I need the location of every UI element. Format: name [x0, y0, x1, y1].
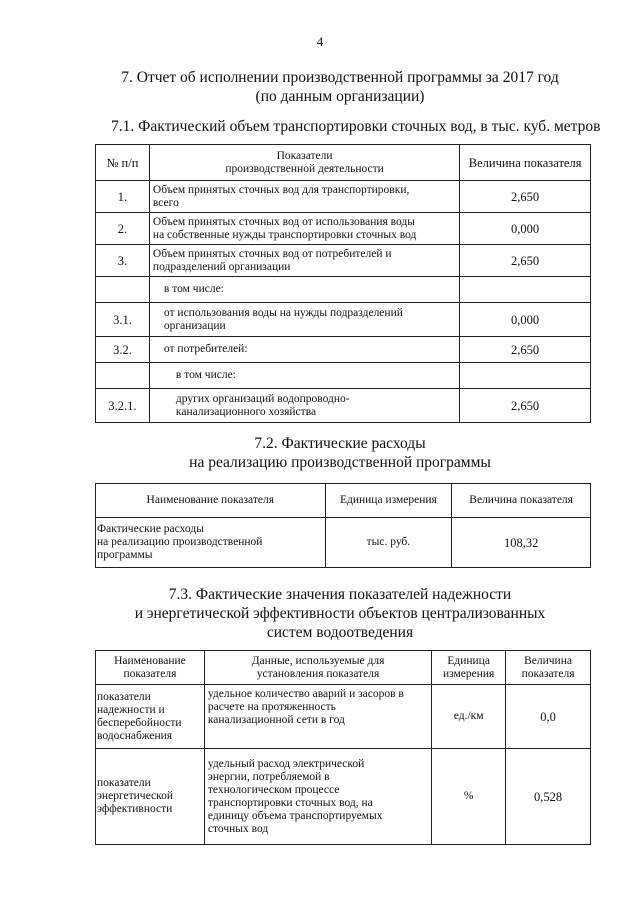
- row-indicator-line1: Объем принятых сточных вод от потребителей и: [152, 247, 392, 260]
- row-name: [96, 749, 205, 845]
- row-num: 3.1.: [96, 303, 150, 337]
- row-value: 2,650: [460, 389, 591, 423]
- row-data: [204, 749, 431, 845]
- table-row: [96, 277, 591, 303]
- expenses-table: [95, 483, 591, 568]
- header-num: № п/п: [96, 145, 150, 181]
- reliability-table: [95, 650, 591, 845]
- row-num: 3.: [96, 245, 150, 277]
- row-value: [460, 277, 591, 303]
- row-unit: ед./км: [432, 685, 506, 749]
- row-name: [96, 685, 205, 749]
- table-row: [96, 303, 591, 337]
- row-unit: %: [432, 749, 506, 845]
- row-num: 2.: [96, 213, 150, 245]
- table-header-row: [96, 484, 591, 518]
- header-value-line1: Величина: [524, 654, 572, 667]
- row-indicator: [149, 303, 459, 337]
- header-unit-line1: Единица: [447, 654, 490, 667]
- row-name-line2: на реализацию производственной: [97, 536, 263, 548]
- row-name-line: водоснабжения: [97, 729, 173, 742]
- transport-volume-table: [95, 144, 591, 423]
- header-data-line1: Данные, используемые для: [251, 654, 385, 667]
- header-data: [204, 651, 431, 685]
- row-data: [204, 685, 431, 749]
- section-73-title-line1: 7.3. Фактические значения показателей надежности: [168, 586, 512, 603]
- table-row: [96, 749, 591, 845]
- row-unit: тыс. руб.: [325, 518, 452, 568]
- row-value: 2,650: [460, 337, 591, 363]
- header-value: Величина показателя: [452, 484, 591, 518]
- table-header-row: [96, 651, 591, 685]
- row-num: [96, 363, 150, 389]
- row-value: 108,32: [452, 518, 591, 568]
- table-row: [96, 518, 591, 568]
- row-data-line: удельное количество аварий и засоров в: [207, 688, 404, 700]
- row-data-line: расчете на протяженность: [207, 701, 336, 713]
- row-indicator: в том числе:: [149, 277, 459, 303]
- table-row: [96, 363, 591, 389]
- row-value: 0,0: [506, 685, 591, 749]
- table-row: [96, 213, 591, 245]
- row-num: 3.2.1.: [96, 389, 150, 423]
- row-name-line3: программы: [97, 549, 153, 561]
- row-num: 3.2.: [96, 337, 150, 363]
- row-data-line: энергии, потребляемой в: [207, 770, 330, 783]
- row-indicator-line1: Объем принятых сточных вод для транспортировки,: [152, 183, 410, 196]
- table-row: [96, 685, 591, 749]
- header-name: [96, 651, 205, 685]
- row-indicator-line2: всего: [152, 196, 179, 209]
- row-indicator: [149, 389, 459, 423]
- row-name-line: показатели: [97, 777, 151, 789]
- section-72-title-line1: 7.2. Фактические расходы: [254, 435, 426, 452]
- row-indicator: [149, 245, 459, 277]
- section-71-title: 7.1. Фактический объем транспортировки сточных вод, в тыс. куб. метров: [111, 118, 601, 135]
- row-indicator: [149, 213, 459, 245]
- table-row: [96, 337, 591, 363]
- header-value: Величина показателя: [460, 145, 591, 181]
- table-row: [96, 245, 591, 277]
- row-indicator-line2: канализационного хозяйства: [175, 405, 317, 418]
- section-7-title-line1: 7. Отчет об исполнении производственной программы за 2017 год: [121, 69, 559, 86]
- row-indicator-line1: других организаций водопроводно-: [175, 392, 350, 405]
- row-name-line1: Фактические расходы: [97, 523, 204, 535]
- row-name-line: энергетической: [97, 790, 173, 802]
- section-72-title: [40, 434, 640, 472]
- header-data-line2: установления показателя: [256, 667, 380, 680]
- header-unit: Единица измерения: [325, 484, 452, 518]
- header-unit-line2: измерения: [442, 667, 495, 680]
- row-indicator-line1: Объем принятых сточных вод от использования воды: [152, 215, 416, 228]
- row-indicator-line2: организации: [163, 319, 226, 332]
- row-data-line: единицу объема транспортируемых: [207, 809, 383, 822]
- row-name-line: надежности и: [97, 703, 165, 716]
- table-row: [96, 181, 591, 213]
- row-value: 0,000: [460, 213, 591, 245]
- section-72-title-line2: на реализацию производственной программы: [189, 454, 491, 471]
- row-data-line: сточных вод: [207, 822, 269, 835]
- row-indicator-line2: на собственные нужды транспортировки сточных вод: [152, 228, 417, 241]
- table-header-row: [96, 145, 591, 181]
- section-73-title-line3: систем водоотведения: [266, 624, 414, 641]
- header-indicator: [149, 145, 459, 181]
- row-name: [96, 518, 326, 568]
- row-num: 1.: [96, 181, 150, 213]
- section-7-title-line2: (по данным организации): [255, 88, 425, 105]
- row-num: [96, 277, 150, 303]
- row-indicator: в том числе:: [149, 363, 459, 389]
- row-name-line: показатели: [97, 690, 151, 703]
- section-7-title: [40, 68, 640, 106]
- row-value: 0,528: [506, 749, 591, 845]
- header-indicator-line1: Показатели: [276, 149, 333, 162]
- row-value: [460, 363, 591, 389]
- page-number: 4: [316, 34, 324, 49]
- row-indicator-line2: подразделений организации: [152, 260, 291, 273]
- row-value: 2,650: [460, 181, 591, 213]
- row-indicator: [149, 181, 459, 213]
- row-data-line: технологическом процессе: [207, 783, 340, 796]
- header-value: [506, 651, 591, 685]
- row-indicator-line1: от использования воды на нужды подразделений: [163, 306, 403, 319]
- row-data-line: удельный расход электрической: [207, 757, 365, 770]
- row-data-line: транспортировки сточных вод, на: [207, 796, 373, 809]
- header-name: Наименование показателя: [96, 484, 326, 518]
- row-value: 2,650: [460, 245, 591, 277]
- row-data-line: канализационной сети в год: [207, 714, 345, 726]
- row-value: 0,000: [460, 303, 591, 337]
- row-name-line: бесперебойности: [97, 716, 182, 729]
- table-row: [96, 389, 591, 423]
- header-value-line2: показателя: [521, 667, 575, 680]
- header-indicator-line2: производственной деятельности: [225, 162, 384, 175]
- row-name-line: эффективности: [97, 803, 173, 815]
- header-name-line1: Наименование: [114, 654, 186, 667]
- section-73-title-line2: и энергетической эффективности объектов централизованных: [134, 605, 546, 622]
- section-73-title: [40, 585, 640, 642]
- row-indicator: от потребителей:: [149, 337, 459, 363]
- header-name-line2: показателя: [123, 667, 177, 680]
- header-unit: [432, 651, 506, 685]
